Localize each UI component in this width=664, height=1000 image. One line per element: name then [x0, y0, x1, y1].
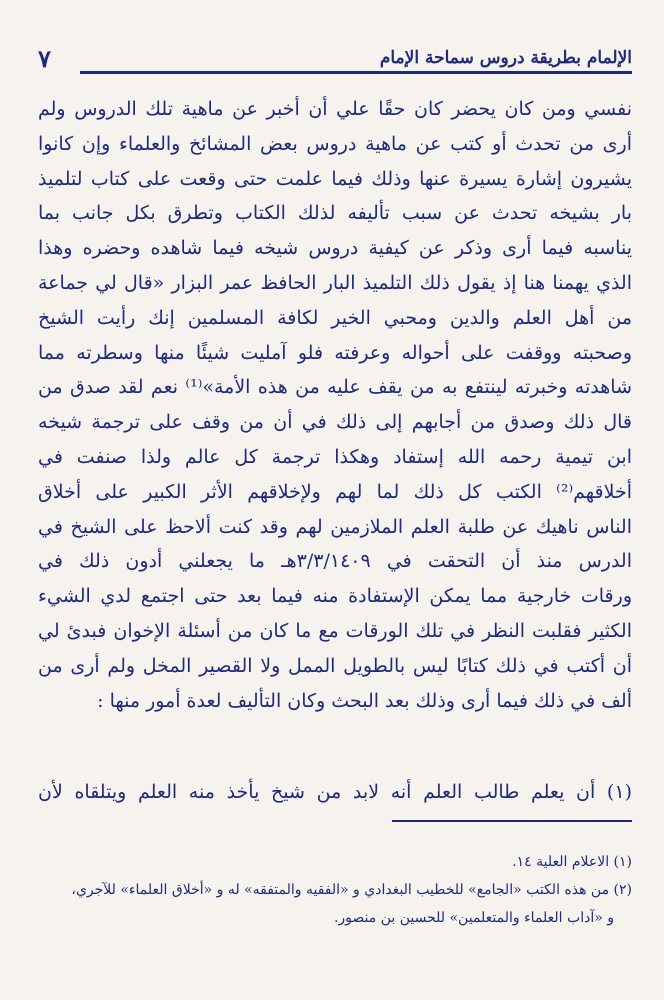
- body-line: ألف في ذلك فيما أرى وذلك بعد البحث وكان التأليف لعدة أمور منها :: [97, 689, 632, 712]
- body-line: الذي يهمنا هنا إذ يقول ذلك التلميذ البار الحافظ عمر البزار «قال لي جماعة: [38, 271, 632, 294]
- body-line: نفسي ومن كان يحضر كان حقًا علي أن أخبر عن ماهية تلك الدروس ولم: [38, 98, 632, 120]
- page-number: ٧: [38, 44, 51, 73]
- body-line: بار بشيخه تحدث عن سبب تأليفه لذلك الكتاب وتطرق بكل جانب بما: [38, 202, 632, 225]
- body-line: من أهل العلم والدين ومحبي الخير لكافة المسلمين إنك رأيت الشيخ: [38, 306, 632, 329]
- footnote-rule: [392, 820, 632, 822]
- body-line: وصحبته ووقفت على أحواله وعرفته فلو آمليت شيئًا منها وسطرته مما: [38, 341, 632, 364]
- body-line: يشيرون إشارة يسيرة عنها وذلك فيما علمت حتى وقعت على كتاب لتلميذ: [38, 167, 632, 190]
- footnote-2-continuation: و «آداب العلماء والمتعلمين» للحسين بن منصور.: [333, 910, 614, 926]
- footnote-2: (٢) من هذه الكتب «الجامع» للخطيب البغدادي و «الفقيه والمتفقه» له و «أخلاق العلماء» للآجري،: [71, 882, 632, 898]
- header-rule: [80, 71, 632, 74]
- body-line: ورقات خارجية مما يمكن الإستفادة منه فيما بعد حتى اجتمع لدي الشيء: [38, 585, 632, 608]
- body-line: الدرس منذ أن التحقت في ٣/٣/١٤٠٩هـ ما يجعلني أدون ذلك في: [38, 550, 632, 573]
- body-line: قال ذلك وصدق من أجابهم إلى ذلك في أن من وقف على ترجمة شيخه: [38, 411, 632, 434]
- body-line: شاهدته وخبرته لينتفع به من يقف عليه من هذه الأمة»⁽¹⁾ نعم لقد صدق من: [38, 376, 632, 399]
- body-line: الكثير فقلبت النظر في تلك الورقات مع ما كان من أسئلة الإخوان فبدئ لي: [38, 619, 632, 642]
- footnote-1: (١) الاعلام العلية ١٤.: [512, 854, 632, 870]
- body-line: أخلاقهم⁽²⁾ الكتب كل ذلك لما لهم ولإخلاقهم الأثر الكبير على أخلاق: [38, 480, 632, 503]
- body-text: [38, 92, 632, 718]
- running-title: الإلمام بطريقة دروس سماحة الإمام: [379, 48, 632, 68]
- body-line: أن أكتب في ذلك كتابًا ليس بالطويل الممل ولا القصير المخل ولم أرى من: [38, 654, 632, 677]
- body-line: الناس ناهيك عن طلبة العلم الملازمين لهم وقد كنت ألاحظ على الشيخ في: [38, 515, 632, 538]
- numbered-point-1: (١) أن يعلم طالب العلم أنه لابد من شيخ يأخذ منه العلم ويتلقاه لأن: [38, 781, 632, 803]
- footnotes: [38, 848, 632, 932]
- body-line: أرى من تحدث أو كتب عن ماهية دروس بعض المشائخ والعلماء وإن كانوا: [38, 132, 632, 155]
- page-header: [38, 44, 632, 80]
- body-line: يناسبه فيما أرى وذكر عن كيفية دروس شيخه فيما شاهده وحضره وهذا: [38, 237, 632, 260]
- body-line: ابن تيمية رحمه الله إستفاد وهكذا ترجمة كل عالم ولذا صنفت في: [38, 445, 632, 468]
